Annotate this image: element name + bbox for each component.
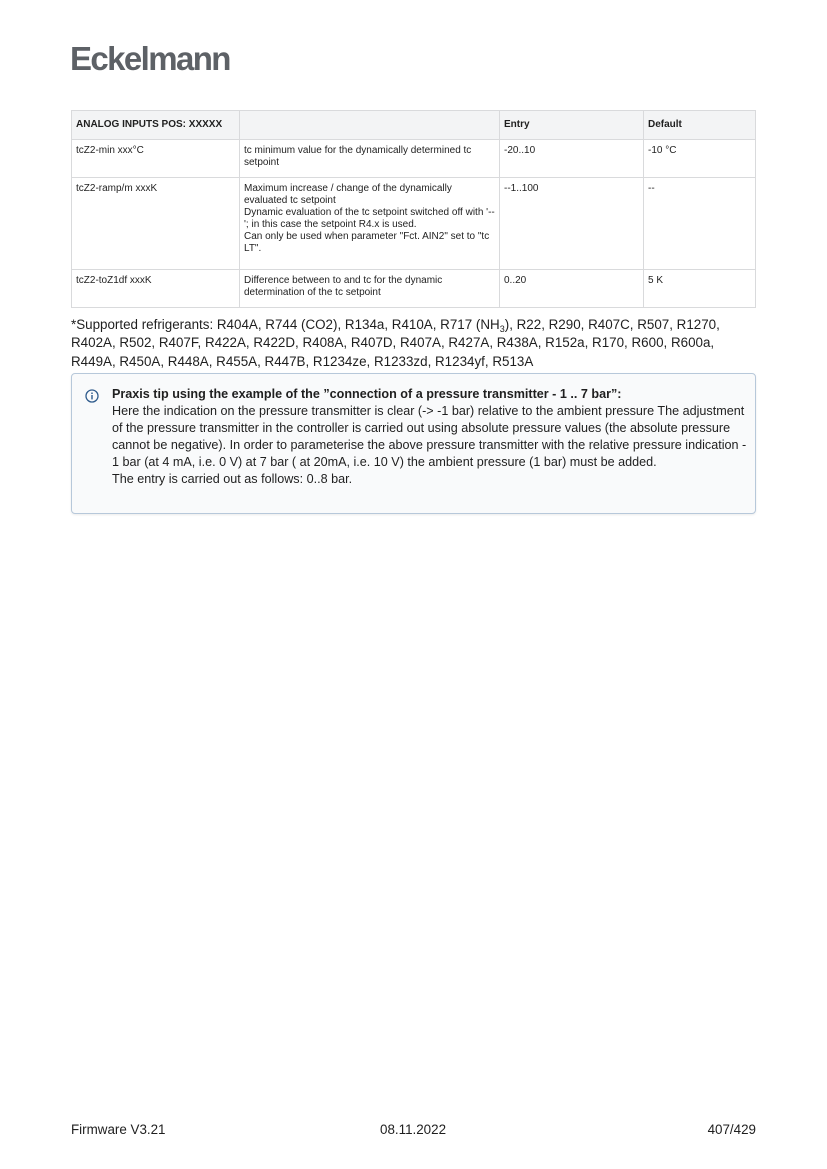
footer-date: 08.11.2022	[380, 1122, 447, 1137]
footer-firmware: Firmware V3.21	[71, 1122, 166, 1137]
param-entry: --1..100	[500, 178, 644, 270]
header-default: Default	[644, 111, 756, 140]
header-description	[240, 111, 500, 140]
param-entry: 0..20	[500, 270, 644, 308]
param-default: -10 °C	[644, 140, 756, 178]
table-row	[72, 178, 756, 270]
praxis-tip-box	[71, 373, 756, 514]
refrigerants-suffix: ), R22, R290, R407C, R507, R1270, R402A, R502, R407F, R422A, R422D, R408A, R407D, R407A, R427A, R438A, R152a, R170, R600, R600a, R449A, R450A, R448A, R455A, R447B, R1234ze, R1233zd, R1234yf, R513A	[71, 317, 720, 369]
tip-body	[112, 386, 747, 488]
table-header-row	[72, 111, 756, 140]
supported-refrigerants-note	[71, 316, 761, 371]
param-default: --	[644, 178, 756, 270]
tip-entry-note: The entry is carried out as follows: 0..8 bar.	[112, 472, 353, 486]
footer-page-number: 407/429	[707, 1122, 756, 1137]
refrigerants-prefix: *Supported refrigerants: R404A, R744 (CO2), R134a, R410A, R717 (NH	[71, 317, 500, 332]
tip-title: Praxis tip using the example of the ”connection of a pressure transmitter - 1 .. 7 bar”:	[112, 387, 622, 401]
description-line: Maximum increase / change of the dynamically evaluated tc setpoint	[244, 183, 452, 206]
header-entry: Entry	[500, 111, 644, 140]
param-entry: -20..10	[500, 140, 644, 178]
table-row	[72, 270, 756, 308]
param-description	[240, 178, 500, 270]
description-line: Can only be used when parameter "Fct. AIN2" set to "tc LT".	[244, 231, 490, 254]
param-default: 5 K	[644, 270, 756, 308]
analog-inputs-table	[71, 110, 756, 308]
tip-text: Here the indication on the pressure transmitter is clear (-> -1 bar) relative to the ambient pressure The adjustment of the pressure transmitter in the controller is carried out using absolute pressure values (the absolute pressure cannot be negative). In order to parameterise the above pressure transmitter with the relative pressure indication - 1 bar (at 4 mA, i.e. 0 V) at 7 bar ( at 20mA, i.e. 10 V) the ambient pressure (1 bar) must be added.	[112, 404, 747, 469]
description-line: Difference between to and tc for the dynamic determination of the tc setpoint	[244, 275, 443, 298]
description-line: Dynamic evaluation of the tc setpoint switched off with '--'; in this case the setpoint R4.x is used.	[244, 207, 495, 230]
table-row	[72, 140, 756, 178]
refrigerants-subscript: 3	[499, 324, 505, 334]
param-name: tcZ2-toZ1df xxxK	[72, 270, 240, 308]
param-description	[240, 270, 500, 308]
header-param: ANALOG INPUTS POS: XXXXX	[72, 111, 240, 140]
param-name: tcZ2-min xxx°C	[72, 140, 240, 178]
param-name: tcZ2-ramp/m xxxK	[72, 178, 240, 270]
description-line: tc minimum value for the dynamically determined tc setpoint	[244, 145, 472, 168]
param-description	[240, 140, 500, 178]
info-icon	[85, 389, 99, 403]
brand-logo: Eckelmann	[70, 40, 230, 77]
